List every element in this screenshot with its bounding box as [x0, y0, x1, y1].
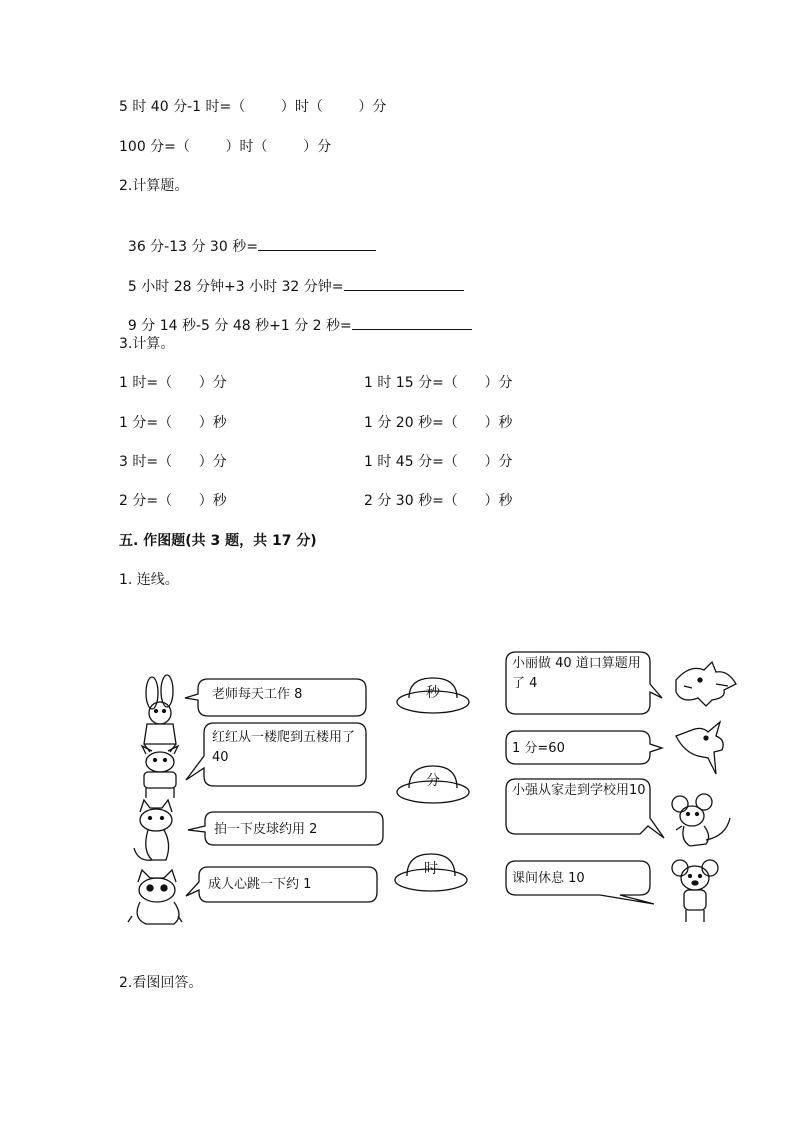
hat-label-second: 秒 [426, 685, 440, 701]
koala-icon [672, 860, 718, 922]
q2-look-answer-title: 2.看图回答。 [119, 975, 203, 991]
left-bubble-text-3: 拍一下皮球约用 2 [214, 822, 318, 837]
conversion-right-1: 1 时 15 分=（ ）分 [364, 375, 513, 391]
mouse-icon [672, 794, 730, 846]
bird-icon [676, 722, 723, 774]
dragon-icon [676, 662, 736, 706]
right-bubble-text-1: 小丽做 40 道口算题用了 4 [512, 656, 641, 691]
conversion-right-3: 1 时 45 分=（ ）分 [364, 454, 513, 470]
conversion-left-2: 1 分=（ ）秒 [119, 415, 227, 431]
conversion-left-4: 2 分=（ ）秒 [119, 493, 227, 509]
answer-blank[interactable] [344, 276, 464, 291]
time-conversion-line-2: 100 分=（ ）时（ ）分 [119, 139, 332, 155]
right-bubble-text-2: 1 分=60 [512, 741, 565, 756]
calc-item-3: 9 分 14 秒-5 分 48 秒+1 分 2 秒= [119, 295, 472, 336]
time-conversion-line-1: 5 时 40 分-1 时=（ ）时（ ）分 [119, 99, 387, 115]
cow-icon [142, 746, 178, 798]
rabbit-icon [144, 675, 176, 752]
left-bubble-text-4: 成人心跳一下约 1 [208, 877, 312, 892]
cat-icon [134, 800, 172, 860]
raccoon-icon [128, 870, 182, 924]
right-bubble-text-3: 小强从家走到学校用10 [512, 783, 646, 798]
answer-blank[interactable] [352, 315, 472, 330]
right-bubble-text-4: 课间休息 10 [512, 871, 585, 886]
q3-title: 3.计算。 [119, 336, 175, 352]
calc-item-1: 36 分-13 分 30 秒= [119, 216, 376, 257]
answer-blank[interactable] [258, 236, 376, 251]
calc-item-2: 5 小时 28 分钟+3 小时 32 分钟= [119, 256, 464, 297]
conversion-left-3: 3 时=（ ）分 [119, 454, 227, 470]
matching-diagram [0, 640, 794, 940]
section5-title: 五. 作图题(共 3 题，共 17 分) [119, 533, 317, 549]
hat-label-hour: 时 [424, 861, 438, 877]
left-bubble-text-1: 老师每天工作 8 [212, 687, 303, 702]
conversion-left-1: 1 时=（ ）分 [119, 375, 227, 391]
conversion-right-4: 2 分 30 秒=（ ）秒 [364, 493, 513, 509]
q1-title: 1. 连线。 [119, 572, 179, 588]
hat-label-minute: 分 [426, 773, 440, 789]
left-bubble-text-2: 红红从一楼爬到五楼用了 40 [212, 730, 356, 765]
q2-title: 2.计算题。 [119, 178, 189, 194]
conversion-right-2: 1 分 20 秒=（ ）秒 [364, 415, 513, 431]
